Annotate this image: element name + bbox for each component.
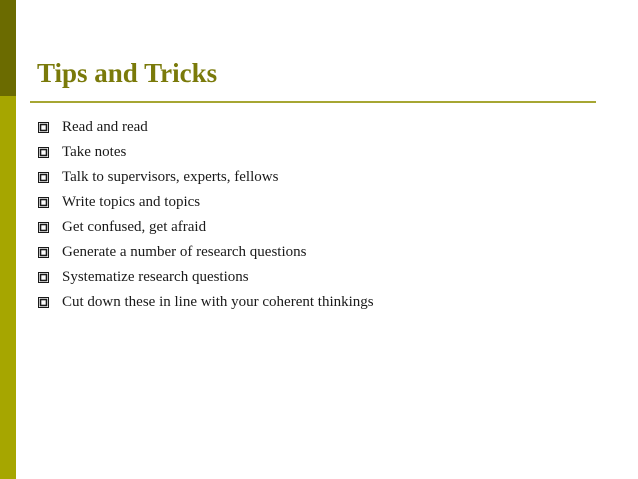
square-bullet-icon [38,172,49,183]
bullet-text: Write topics and topics [62,194,201,210]
title-underline-rule [30,101,596,103]
bullet-text: Cut down these in line with your coherent thinkings [62,294,374,310]
bullet-text: Talk to supervisors, experts, fellows [62,169,279,185]
bullet-text: Take notes [62,144,127,160]
bullet-text: Systematize research questions [62,269,249,285]
side-band-top [0,0,16,96]
square-bullet-icon [38,122,49,133]
square-bullet-icon [38,147,49,158]
square-bullet-icon [38,272,49,283]
square-bullet-icon [38,197,49,208]
square-bullet-icon [38,222,49,233]
square-bullet-icon [38,247,49,258]
bullet-text: Get confused, get afraid [62,219,207,235]
slide-side-band [0,0,16,479]
square-bullet-icon [38,297,49,308]
bullet-text: Read and read [62,119,148,135]
bullet-text: Generate a number of research questions [62,244,307,260]
side-band-bottom [0,96,16,479]
slide-title: Tips and Tricks [37,58,218,88]
